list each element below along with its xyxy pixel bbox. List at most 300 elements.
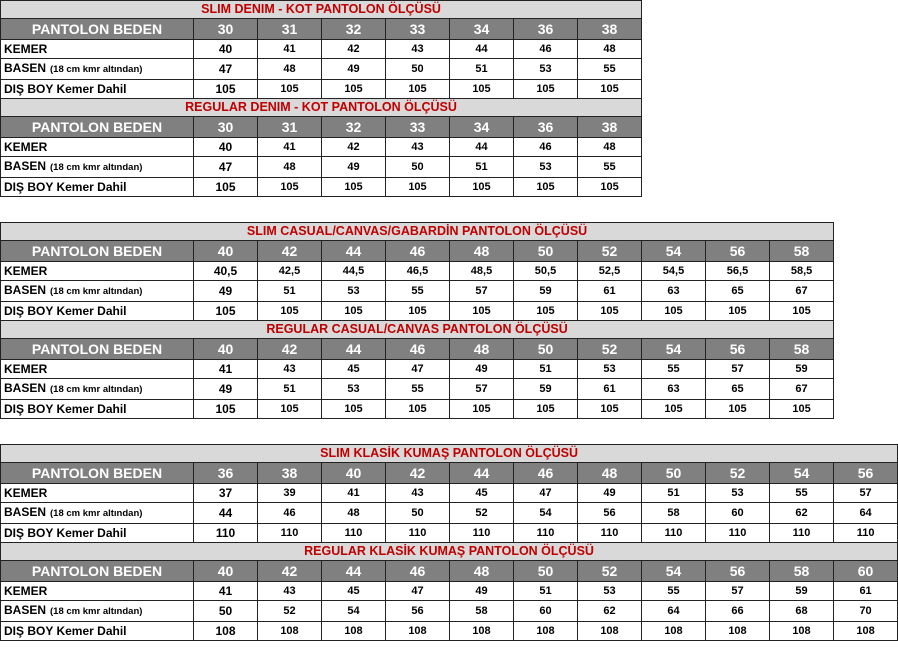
measurement-row: [1, 400, 834, 419]
measurement-label-cell: [1, 302, 194, 321]
measurement-label: DIŞ BOY Kemer Dahil: [4, 624, 127, 638]
measurement-value: 105: [258, 80, 322, 99]
measurement-value: 44,5: [322, 262, 386, 281]
measurement-value: 64: [834, 503, 898, 524]
size-header-cell: 48: [450, 241, 514, 262]
size-header-cell: 32: [322, 117, 386, 138]
measurement-value: 46: [514, 138, 578, 157]
measurement-value: 39: [258, 484, 322, 503]
measurement-label: KEMER: [4, 42, 48, 56]
measurement-value: 57: [706, 582, 770, 601]
measurement-value: 44: [450, 40, 514, 59]
measurement-value: 55: [578, 157, 642, 178]
measurement-value: 47: [514, 484, 578, 503]
measurement-value: 50: [386, 503, 450, 524]
measurement-value: 51: [450, 59, 514, 80]
measurement-value: 108: [578, 622, 642, 641]
measurement-value: 105: [258, 178, 322, 197]
measurement-value: 57: [834, 484, 898, 503]
measurement-label-cell: [1, 503, 194, 524]
measurement-value: 49: [322, 59, 386, 80]
size-header-cell: 40: [194, 241, 258, 262]
measurement-value: 59: [770, 582, 834, 601]
measurement-row: [1, 281, 834, 302]
size-header-row: [1, 117, 642, 138]
measurement-value: 54,5: [642, 262, 706, 281]
measurement-value: 105: [386, 302, 450, 321]
measurement-value: 43: [258, 582, 322, 601]
size-header-cell: 52: [706, 463, 770, 484]
measurement-value: 105: [514, 302, 578, 321]
size-header-cell: 60: [834, 561, 898, 582]
measurement-value: 50: [386, 157, 450, 178]
size-header-cell: 34: [450, 117, 514, 138]
measurement-label-cell: [1, 157, 194, 178]
size-header-cell: 54: [770, 463, 834, 484]
measurement-value: 108: [258, 622, 322, 641]
measurement-label: BASEN: [4, 283, 47, 297]
measurement-value: 110: [194, 524, 258, 543]
measurement-value: 54: [322, 601, 386, 622]
size-header-cell: 38: [578, 19, 642, 40]
section-title: SLIM DENIM - KOT PANTOLON ÖLÇÜSÜ: [1, 1, 642, 19]
measurement-value: 56: [386, 601, 450, 622]
measurement-value: 51: [258, 379, 322, 400]
measurement-value: 50,5: [514, 262, 578, 281]
measurement-value: 41: [258, 138, 322, 157]
measurement-value: 41: [322, 484, 386, 503]
size-header-cell: 40: [194, 561, 258, 582]
measurement-label: BASEN: [4, 381, 47, 395]
size-header-cell: 48: [578, 463, 642, 484]
measurement-value: 55: [642, 360, 706, 379]
measurement-label-cell: [1, 178, 194, 197]
measurement-row: [1, 59, 642, 80]
measurement-value: 55: [770, 484, 834, 503]
measurement-value: 44: [450, 138, 514, 157]
measurement-label-cell: [1, 582, 194, 601]
measurement-value: 55: [578, 59, 642, 80]
measurement-value: 105: [578, 302, 642, 321]
measurement-value: 105: [194, 302, 258, 321]
section-title: REGULAR DENIM - KOT PANTOLON ÖLÇÜSÜ: [1, 99, 642, 117]
measurement-value: 51: [514, 582, 578, 601]
measurement-value: 105: [450, 302, 514, 321]
measurement-value: 68: [770, 601, 834, 622]
size-header-cell: 50: [514, 241, 578, 262]
measurement-value: 110: [642, 524, 706, 543]
size-header-cell: 30: [194, 117, 258, 138]
measurement-label-cell: [1, 59, 194, 80]
measurement-value: 105: [322, 80, 386, 99]
measurement-value: 59: [514, 281, 578, 302]
measurement-value: 105: [514, 178, 578, 197]
measurement-value: 53: [578, 582, 642, 601]
measurement-value: 43: [386, 484, 450, 503]
measurement-value: 47: [194, 59, 258, 80]
size-header-cell: 56: [706, 339, 770, 360]
measurement-value: 110: [322, 524, 386, 543]
measurement-value: 105: [322, 178, 386, 197]
size-header-cell: 44: [450, 463, 514, 484]
measurement-label: KEMER: [4, 140, 48, 154]
measurement-value: 105: [450, 80, 514, 99]
size-header-cell: 38: [578, 117, 642, 138]
measurement-value: 58,5: [770, 262, 834, 281]
measurement-value: 105: [258, 302, 322, 321]
measurement-value: 66: [706, 601, 770, 622]
measurement-value: 52,5: [578, 262, 642, 281]
section-title: REGULAR CASUAL/CANVAS PANTOLON ÖLÇÜSÜ: [1, 321, 834, 339]
measurement-value: 60: [706, 503, 770, 524]
size-header-cell: 42: [258, 339, 322, 360]
measurement-value: 110: [514, 524, 578, 543]
size-header-row: [1, 561, 898, 582]
measurement-value: 54: [514, 503, 578, 524]
measurement-value: 110: [258, 524, 322, 543]
measurement-value: 110: [834, 524, 898, 543]
measurement-note: (18 cm kmr altından): [50, 286, 143, 297]
measurement-value: 49: [450, 582, 514, 601]
measurement-value: 105: [578, 400, 642, 419]
measurement-value: 53: [514, 59, 578, 80]
size-header-cell: 30: [194, 19, 258, 40]
measurement-value: 108: [322, 622, 386, 641]
measurement-value: 49: [194, 379, 258, 400]
measurement-row: [1, 582, 898, 601]
section-title-row: [1, 99, 642, 117]
section-title-row: [1, 321, 834, 339]
size-header-cell: 34: [450, 19, 514, 40]
measurement-value: 40: [194, 138, 258, 157]
measurement-value: 53: [578, 360, 642, 379]
measurement-value: 49: [450, 360, 514, 379]
size-header-cell: 50: [642, 463, 706, 484]
size-header-cell: 38: [258, 463, 322, 484]
measurement-value: 61: [578, 281, 642, 302]
size-header-row: [1, 241, 834, 262]
size-header-cell: 44: [322, 561, 386, 582]
measurement-value: 49: [322, 157, 386, 178]
measurement-value: 70: [834, 601, 898, 622]
measurement-value: 45: [450, 484, 514, 503]
measurement-note: (18 cm kmr altından): [50, 162, 143, 173]
measurement-value: 105: [386, 80, 450, 99]
measurement-label: BASEN: [4, 159, 47, 173]
measurement-value: 105: [450, 400, 514, 419]
measurement-value: 105: [706, 302, 770, 321]
measurement-value: 56,5: [706, 262, 770, 281]
measurement-label: DIŞ BOY Kemer Dahil: [4, 180, 127, 194]
measurement-row: [1, 622, 898, 641]
measurement-value: 43: [258, 360, 322, 379]
measurement-value: 43: [386, 40, 450, 59]
measurement-value: 105: [514, 80, 578, 99]
size-header-cell: 56: [706, 241, 770, 262]
size-header-label: PANTOLON BEDEN: [1, 339, 194, 360]
size-header-cell: 44: [322, 339, 386, 360]
measurement-row: [1, 484, 898, 503]
measurement-value: 48: [258, 157, 322, 178]
measurement-value: 105: [322, 400, 386, 419]
size-header-cell: 50: [514, 339, 578, 360]
measurement-value: 55: [386, 379, 450, 400]
measurement-label: DIŞ BOY Kemer Dahil: [4, 304, 127, 318]
measurement-value: 45: [322, 582, 386, 601]
size-header-cell: 56: [834, 463, 898, 484]
section-title: SLIM KLASİK KUMAŞ PANTOLON ÖLÇÜSÜ: [1, 445, 898, 463]
size-table-group-2: [0, 222, 834, 419]
measurement-label-cell: [1, 484, 194, 503]
size-header-cell: 52: [578, 561, 642, 582]
size-header-cell: 42: [258, 241, 322, 262]
measurement-label-cell: [1, 622, 194, 641]
measurement-value: 62: [770, 503, 834, 524]
measurement-value: 52: [450, 503, 514, 524]
measurement-label: BASEN: [4, 603, 47, 617]
measurement-value: 42,5: [258, 262, 322, 281]
measurement-label-cell: [1, 400, 194, 419]
measurement-value: 105: [386, 178, 450, 197]
measurement-value: 105: [706, 400, 770, 419]
measurement-value: 59: [770, 360, 834, 379]
measurement-value: 58: [642, 503, 706, 524]
measurement-label-cell: [1, 80, 194, 99]
section-title: REGULAR KLASİK KUMAŞ PANTOLON ÖLÇÜSÜ: [1, 543, 898, 561]
size-header-cell: 54: [642, 561, 706, 582]
measurement-value: 62: [578, 601, 642, 622]
measurement-value: 52: [258, 601, 322, 622]
measurement-value: 55: [386, 281, 450, 302]
measurement-value: 53: [322, 379, 386, 400]
size-header-cell: 31: [258, 19, 322, 40]
measurement-value: 105: [194, 400, 258, 419]
measurement-value: 105: [578, 178, 642, 197]
size-header-label: PANTOLON BEDEN: [1, 561, 194, 582]
measurement-value: 61: [578, 379, 642, 400]
measurement-value: 110: [450, 524, 514, 543]
measurement-value: 47: [386, 582, 450, 601]
measurement-value: 105: [450, 178, 514, 197]
measurement-row: [1, 601, 898, 622]
size-header-label: PANTOLON BEDEN: [1, 241, 194, 262]
size-header-cell: 40: [194, 339, 258, 360]
measurement-label: BASEN: [4, 505, 47, 519]
measurement-value: 51: [514, 360, 578, 379]
measurement-value: 46: [258, 503, 322, 524]
measurement-value: 48: [322, 503, 386, 524]
size-header-cell: 52: [578, 241, 642, 262]
measurement-value: 65: [706, 281, 770, 302]
measurement-value: 48: [578, 40, 642, 59]
measurement-value: 55: [642, 582, 706, 601]
measurement-label-cell: [1, 262, 194, 281]
measurement-value: 110: [770, 524, 834, 543]
size-header-row: [1, 463, 898, 484]
measurement-value: 59: [514, 379, 578, 400]
measurement-label: KEMER: [4, 584, 48, 598]
size-header-cell: 56: [706, 561, 770, 582]
measurement-value: 67: [770, 379, 834, 400]
measurement-value: 45: [322, 360, 386, 379]
measurement-value: 37: [194, 484, 258, 503]
measurement-label-cell: [1, 360, 194, 379]
measurement-value: 105: [194, 178, 258, 197]
measurement-row: [1, 360, 834, 379]
measurement-row: [1, 138, 642, 157]
measurement-value: 49: [194, 281, 258, 302]
measurement-value: 60: [514, 601, 578, 622]
size-header-row: [1, 19, 642, 40]
measurement-value: 53: [322, 281, 386, 302]
measurement-value: 105: [194, 80, 258, 99]
measurement-label: KEMER: [4, 362, 48, 376]
size-header-cell: 54: [642, 339, 706, 360]
measurement-value: 42: [322, 138, 386, 157]
measurement-value: 40: [194, 40, 258, 59]
measurement-value: 53: [514, 157, 578, 178]
size-table-group-1: [0, 0, 642, 197]
measurement-value: 61: [834, 582, 898, 601]
measurement-value: 46: [514, 40, 578, 59]
size-header-cell: 42: [258, 561, 322, 582]
measurement-value: 108: [642, 622, 706, 641]
size-header-cell: 42: [386, 463, 450, 484]
measurement-value: 48: [258, 59, 322, 80]
measurement-label-cell: [1, 281, 194, 302]
measurement-label: KEMER: [4, 486, 48, 500]
measurement-value: 58: [450, 601, 514, 622]
measurement-note: (18 cm kmr altından): [50, 606, 143, 617]
size-header-cell: 52: [578, 339, 642, 360]
size-header-row: [1, 339, 834, 360]
measurement-value: 105: [642, 302, 706, 321]
measurement-value: 64: [642, 601, 706, 622]
measurement-value: 67: [770, 281, 834, 302]
measurement-label-cell: [1, 138, 194, 157]
size-header-cell: 50: [514, 561, 578, 582]
measurement-value: 40,5: [194, 262, 258, 281]
measurement-value: 105: [578, 80, 642, 99]
size-header-cell: 54: [642, 241, 706, 262]
size-header-cell: 33: [386, 117, 450, 138]
measurement-note: (18 cm kmr altından): [50, 508, 143, 519]
measurement-value: 110: [706, 524, 770, 543]
size-header-cell: 58: [770, 561, 834, 582]
size-header-label: PANTOLON BEDEN: [1, 463, 194, 484]
measurement-label-cell: [1, 379, 194, 400]
measurement-label-cell: [1, 601, 194, 622]
measurement-value: 108: [386, 622, 450, 641]
measurement-label: DIŞ BOY Kemer Dahil: [4, 82, 127, 96]
size-header-cell: 44: [322, 241, 386, 262]
measurement-row: [1, 40, 642, 59]
measurement-value: 57: [450, 379, 514, 400]
measurement-row: [1, 503, 898, 524]
measurement-value: 108: [770, 622, 834, 641]
measurement-value: 105: [770, 400, 834, 419]
measurement-value: 51: [642, 484, 706, 503]
measurement-note: (18 cm kmr altından): [50, 384, 143, 395]
measurement-label-cell: [1, 524, 194, 543]
size-header-cell: 40: [322, 463, 386, 484]
measurement-value: 53: [706, 484, 770, 503]
size-header-cell: 48: [450, 339, 514, 360]
measurement-value: 49: [578, 484, 642, 503]
measurement-row: [1, 157, 642, 178]
measurement-value: 48: [578, 138, 642, 157]
measurement-value: 46,5: [386, 262, 450, 281]
measurement-value: 108: [834, 622, 898, 641]
measurement-value: 47: [386, 360, 450, 379]
size-header-label: PANTOLON BEDEN: [1, 117, 194, 138]
measurement-value: 47: [194, 157, 258, 178]
measurement-row: [1, 302, 834, 321]
measurement-value: 51: [450, 157, 514, 178]
measurement-value: 63: [642, 281, 706, 302]
size-header-cell: 32: [322, 19, 386, 40]
measurement-value: 51: [258, 281, 322, 302]
measurement-label: KEMER: [4, 264, 48, 278]
size-header-cell: 33: [386, 19, 450, 40]
size-header-cell: 58: [770, 241, 834, 262]
measurement-row: [1, 262, 834, 281]
measurement-row: [1, 524, 898, 543]
measurement-value: 57: [450, 281, 514, 302]
measurement-value: 105: [322, 302, 386, 321]
measurement-value: 108: [450, 622, 514, 641]
measurement-label-cell: [1, 40, 194, 59]
size-header-cell: 36: [514, 117, 578, 138]
measurement-value: 44: [194, 503, 258, 524]
measurement-value: 50: [386, 59, 450, 80]
section-title-row: [1, 445, 898, 463]
measurement-value: 43: [386, 138, 450, 157]
measurement-value: 42: [322, 40, 386, 59]
size-header-label: PANTOLON BEDEN: [1, 19, 194, 40]
section-title-row: [1, 223, 834, 241]
section-title: SLIM CASUAL/CANVAS/GABARDİN PANTOLON ÖLÇÜSÜ: [1, 223, 834, 241]
measurement-note: (18 cm kmr altından): [50, 64, 143, 75]
measurement-label: DIŞ BOY Kemer Dahil: [4, 402, 127, 416]
measurement-value: 105: [642, 400, 706, 419]
measurement-value: 110: [578, 524, 642, 543]
size-header-cell: 46: [514, 463, 578, 484]
measurement-label: DIŞ BOY Kemer Dahil: [4, 526, 127, 540]
size-table-group-3: [0, 444, 898, 641]
measurement-value: 105: [770, 302, 834, 321]
measurement-value: 57: [706, 360, 770, 379]
measurement-value: 105: [514, 400, 578, 419]
size-header-cell: 36: [514, 19, 578, 40]
measurement-value: 56: [578, 503, 642, 524]
size-header-cell: 58: [770, 339, 834, 360]
measurement-value: 105: [258, 400, 322, 419]
measurement-value: 108: [706, 622, 770, 641]
size-header-cell: 48: [450, 561, 514, 582]
section-title-row: [1, 543, 898, 561]
measurement-value: 65: [706, 379, 770, 400]
size-header-cell: 46: [386, 561, 450, 582]
measurement-value: 41: [258, 40, 322, 59]
measurement-value: 48,5: [450, 262, 514, 281]
measurement-value: 41: [194, 582, 258, 601]
measurement-row: [1, 379, 834, 400]
size-header-cell: 46: [386, 339, 450, 360]
size-header-cell: 36: [194, 463, 258, 484]
measurement-label: BASEN: [4, 61, 47, 75]
measurement-row: [1, 178, 642, 197]
